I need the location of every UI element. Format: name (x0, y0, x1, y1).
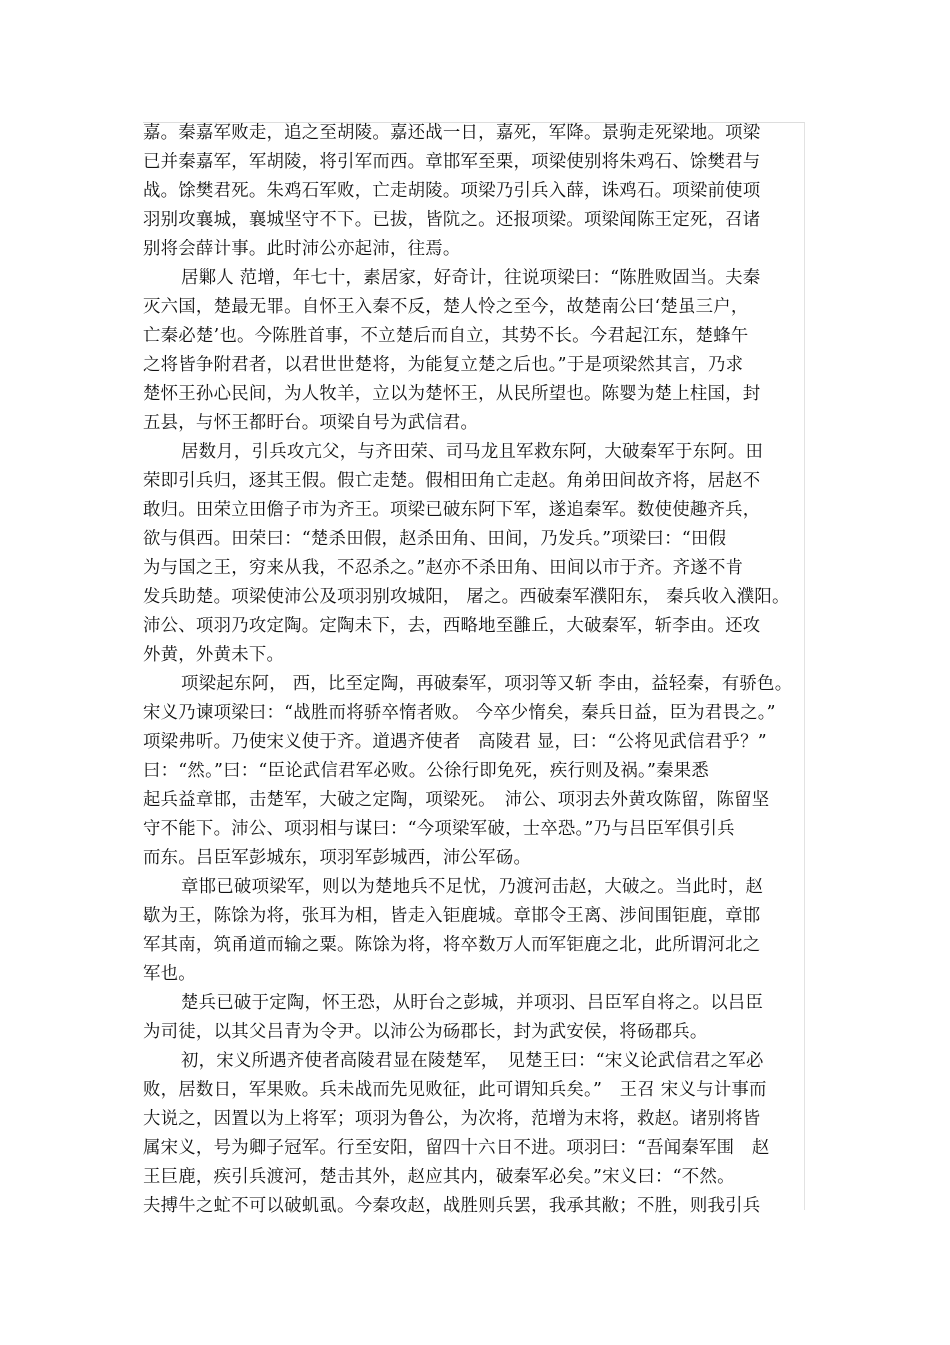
text-line: 外黄，外黄未下。 (143, 645, 285, 665)
text-line: 夫搏牛之虻不可以破虮虱。今秦攻赵，战胜则兵罢，我承其敝；不胜，则我引兵 (143, 1196, 761, 1216)
text-line: 王巨鹿，疾引兵渡河，楚击其外，赵应其内，破秦军必矣。”宋义曰：“不然。 (143, 1167, 735, 1187)
text-line: 荣即引兵归，逐其王假。假亡走楚。假相田角亡走赵。角弟田间故齐将，居赵不 (143, 471, 761, 491)
text-line: 歇为王，陈馀为将，张耳为相，皆走入钜鹿城。章邯令王离、涉间围钜鹿，章邯 (143, 906, 761, 926)
text-line: 沛公、项羽乃攻定陶。定陶未下，去，西略地至雝丘，大破秦军，斩李由。还攻 (143, 616, 761, 636)
text-line: 大说之，因置以为上将军；项羽为鲁公，为次将，范增为末将，救赵。诸别将皆 (143, 1109, 761, 1129)
text-line: 初，宋义所遇齐使者高陵君显在陵楚军， 见楚王曰：“宋义论武信君之军必 (181, 1051, 764, 1071)
text-line: 已并秦嘉军，军胡陵，将引军而西。章邯军至栗，项梁使别将朱鸡石、馀樊君与 (143, 152, 761, 172)
paragraph (143, 1047, 811, 1221)
text-line: 之将皆争附君者，以君世世楚将，为能复立楚之后也。”于是项梁然其言，乃求 (143, 355, 744, 375)
text-line: 军其南，筑甬道而输之粟。陈馀为将，将卒数万人而军钜鹿之北，此所谓河北之 (143, 935, 761, 955)
paragraph (143, 989, 811, 1047)
text-line: 居鄛人 范增，年七十，素居家，好奇计，往说项梁曰：“陈胜败固当。夫秦 (181, 268, 761, 288)
paragraph (143, 873, 811, 989)
text-line: 羽别攻襄城，襄城坚守不下。已拔，皆阬之。还报项梁。项梁闻陈王定死，召诸 (143, 210, 761, 230)
text-line: 别将会薛计事。此时沛公亦起沛，往焉。 (143, 239, 461, 259)
text-line: 欲与俱西。田荣曰：“楚杀田假，赵杀田角、田间，乃发兵。”项梁曰：“田假 (143, 529, 727, 549)
text-line: 亡秦必楚’也。今陈胜首事，不立楚后而自立，其势不长。今君起江东，楚蜂午 (143, 326, 749, 346)
text-line: 曰：“然。”曰：“臣论武信君军必败。公徐行即免死，疾行则及祸。”秦果悉 (143, 761, 710, 781)
text-line: 发兵助楚。项梁使沛公及项羽别攻城阳， 屠之。西破秦军濮阳东， 秦兵收入濮阳。 (143, 587, 790, 607)
text-line: 战。馀樊君死。朱鸡石军败，亡走胡陵。项梁乃引兵入薛，诛鸡石。项梁前使项 (143, 181, 761, 201)
text-line: 为与国之王，穷来从我，不忍杀之。”赵亦不杀田角、田间以市于齐。齐遂不肯 (143, 558, 744, 578)
text-line: 军也。 (143, 964, 196, 984)
text-line: 五县，与怀王都盱台。项梁自号为武信君。 (143, 413, 479, 433)
text-line: 章邯已破项梁军，则以为楚地兵不足忧，乃渡河击赵，大破之。当此时，赵 (181, 877, 764, 897)
text-line: 敢归。田荣立田儋子市为齐王。项梁已破东阿下军，遂追秦军。数使使趣齐兵， (143, 500, 761, 520)
text-line: 败，居数日，军果败。兵未战而先见败征，此可谓知兵矣。” 王召 宋义与计事而 (143, 1080, 767, 1100)
text-line: 嘉。秦嘉军败走，追之至胡陵。嘉还战一日，嘉死，军降。景驹走死梁地。项梁 (143, 123, 761, 143)
text-line: 宋义乃谏项梁曰：“战胜而将骄卒惰者败。 今卒少惰矣，秦兵日益，臣为君畏之。” (143, 703, 776, 723)
paragraph (143, 438, 811, 670)
text-line: 守不能下。沛公、项羽相与谋曰：“今项梁军破，士卒恐。”乃与吕臣军俱引兵 (143, 819, 735, 839)
text-line: 而东。吕臣军彭城东，项羽军彭城西，沛公军砀。 (143, 848, 532, 868)
text-line: 起兵益章邯，击楚军，大破之定陶，项梁死。 沛公、项羽去外黄攻陈留，陈留坚 (143, 790, 770, 810)
paragraph (143, 119, 811, 264)
text-line: 楚怀王孙心民间，为人牧羊，立以为楚怀王，从民所望也。陈婴为楚上柱国，封 (143, 384, 761, 404)
text-line: 居数月，引兵攻亢父，与齐田荣、司马龙且军救东阿，大破秦军于东阿。田 (181, 442, 764, 462)
document-body (143, 119, 811, 1221)
text-line: 属宋义，号为卿子冠军。行至安阳，留四十六日不进。项羽曰：“吾闻秦军围 赵 (143, 1138, 770, 1158)
text-line: 灭六国，楚最无罪。自怀王入秦不反，楚人怜之至今，故楚南公曰‘楚虽三户， (143, 297, 749, 317)
text-line: 楚兵已破于定陶，怀王恐，从盱台之彭城，并项羽、吕臣军自将之。以吕臣 (181, 993, 764, 1013)
text-line: 项梁起东阿， 西，比至定陶，再破秦军，项羽等又斩 李由，益轻秦，有骄色。 (181, 674, 793, 694)
text-line: 项梁弗听。乃使宋义使于齐。道遇齐使者 高陵君 显，曰：“公将见武信君乎？” (143, 732, 767, 752)
paragraph (143, 670, 811, 873)
paragraph (143, 264, 811, 438)
text-line: 为司徒，以其父吕青为令尹。以沛公为砀郡长，封为武安侯，将砀郡兵。 (143, 1022, 708, 1042)
